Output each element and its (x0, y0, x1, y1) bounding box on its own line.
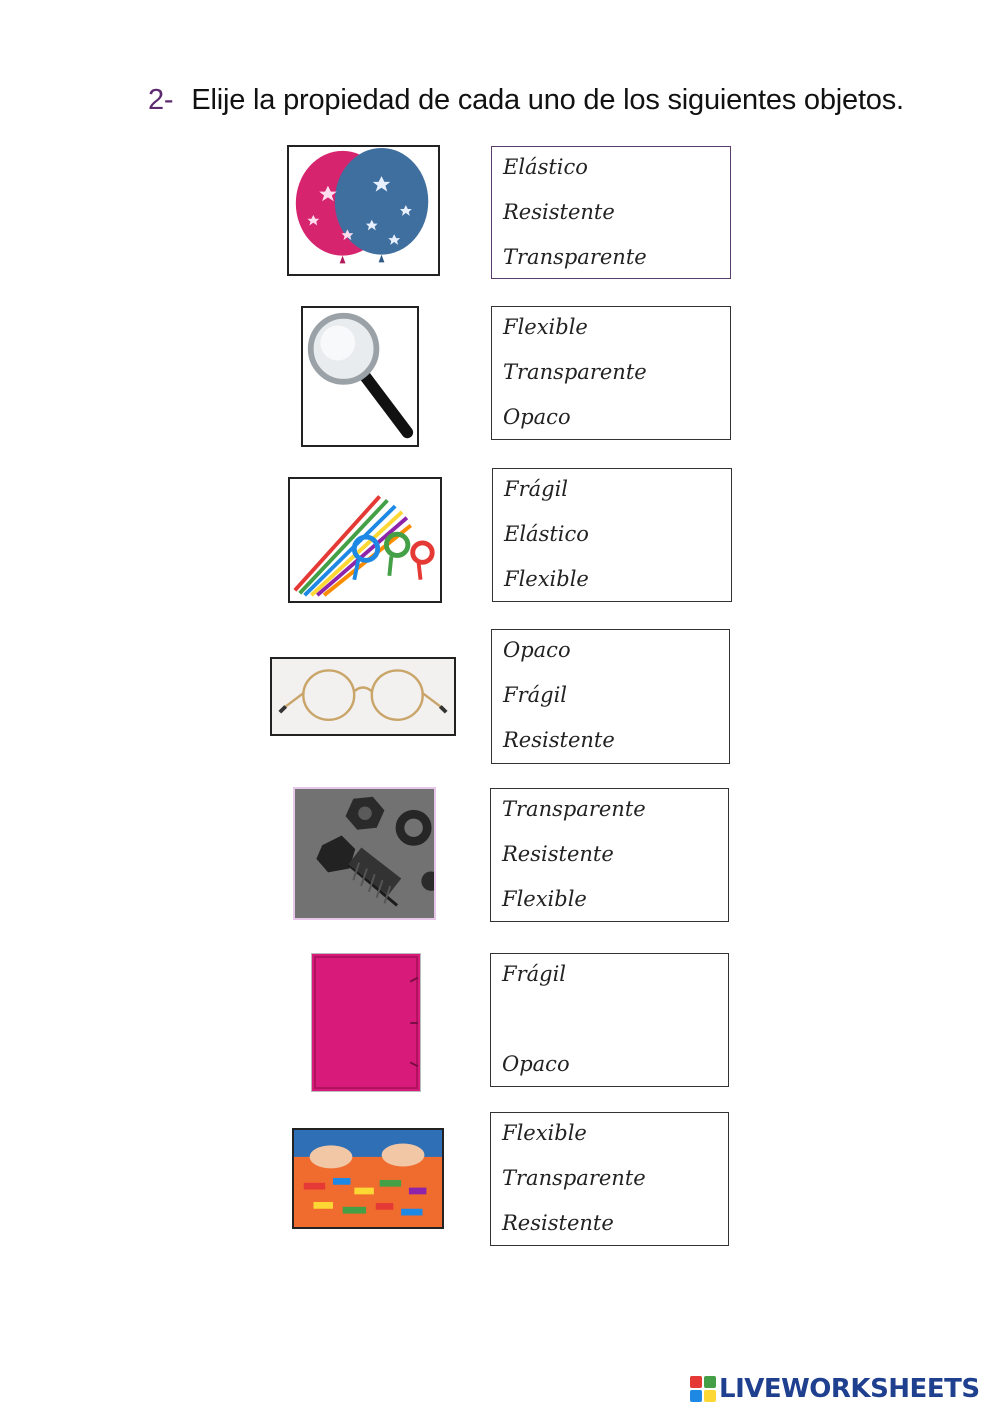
options-box-5 (490, 788, 729, 922)
option-3-1[interactable]: Frágil (504, 477, 569, 501)
liveworksheets-logo (690, 1374, 980, 1404)
option-5-3[interactable]: Flexible (502, 887, 587, 911)
option-6-3[interactable]: Opaco (502, 1052, 570, 1076)
glasses-image (270, 657, 456, 736)
option-2-2[interactable]: Transparente (503, 360, 647, 384)
option-4-2[interactable]: Frágil (503, 683, 568, 707)
options-box-6 (490, 953, 729, 1087)
options-box-2 (491, 306, 731, 440)
option-5-2[interactable]: Resistente (502, 842, 614, 866)
magnifying-glass-image (301, 306, 419, 447)
option-7-2[interactable]: Transparente (502, 1166, 646, 1190)
option-5-1[interactable]: Transparente (502, 797, 646, 821)
option-2-1[interactable]: Flexible (503, 315, 588, 339)
option-4-3[interactable]: Resistente (503, 728, 615, 752)
logo-text: LIVEWORKSHEETS (719, 1374, 980, 1404)
option-3-3[interactable]: Flexible (504, 567, 589, 591)
screw-and-nut-image (293, 787, 436, 920)
options-box-3 (492, 468, 732, 602)
balloons-image (287, 145, 440, 276)
flexible-pencils-image (288, 477, 442, 603)
option-7-3[interactable]: Resistente (502, 1211, 614, 1235)
pink-folder-image (311, 953, 421, 1092)
option-1-3[interactable]: Transparente (503, 245, 647, 269)
logo-grid-icon (690, 1376, 716, 1402)
question-number: 2- (148, 84, 174, 116)
options-box-7 (490, 1112, 729, 1246)
option-6-1[interactable]: Frágil (502, 962, 567, 986)
option-1-1[interactable]: Elástico (503, 155, 588, 179)
instruction-heading (148, 84, 904, 117)
option-4-1[interactable]: Opaco (503, 638, 571, 662)
instruction-text: Elije la propiedad de cada uno de los siguientes objetos. (191, 84, 904, 116)
option-3-2[interactable]: Elástico (504, 522, 589, 546)
options-box-1 (491, 146, 731, 279)
option-1-2[interactable]: Resistente (503, 200, 615, 224)
option-2-3[interactable]: Opaco (503, 405, 571, 429)
plasticine-image (292, 1128, 444, 1229)
options-box-4 (491, 629, 730, 764)
option-7-1[interactable]: Flexible (502, 1121, 587, 1145)
